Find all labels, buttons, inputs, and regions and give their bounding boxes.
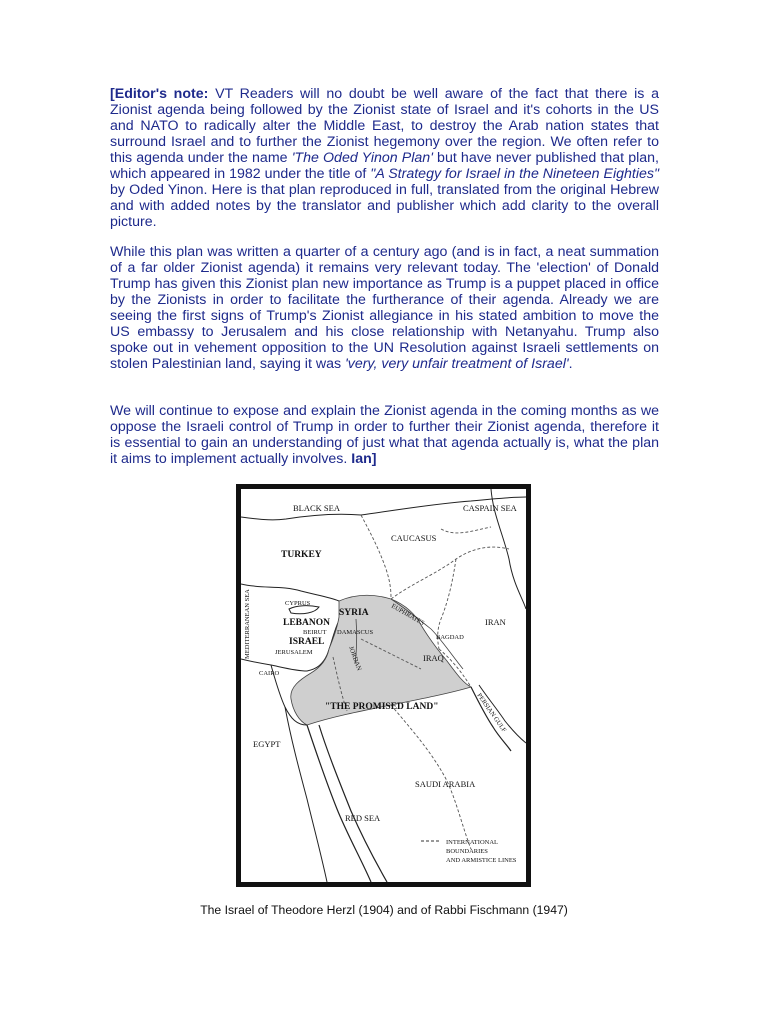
label-baghdad: BAGDAD [436, 634, 464, 641]
p2-text-a: While this plan was written a quarter of a century ago (and is in fact, a neat summation of a far older Zionist agenda) it remains very relevant today. The 'election' of Donald Trump has given this Zionist plan new importance as Trump is a puppet placed in office by the Zionists in order to facilitate the furtherance of their agenda. Already we are seeing the first signs of Trump's Zionist allegiance in his stated ambition to move the US embassy to Jerusalem and his close relationship with Netanyahu. Trump also spoke out in vehement opposition to the UN Resolution against Israeli settlements on stolen Palestinian land, saying it was [110, 244, 659, 372]
label-caucasus: CAUCASUS [391, 533, 437, 543]
label-turkey: TURKEY [281, 550, 322, 560]
label-beirut: BEIRUT [303, 629, 327, 636]
label-egypt: EGYPT [253, 739, 281, 749]
note-paragraph-1 [110, 86, 659, 230]
label-israel: ISRAEL [289, 637, 325, 647]
p1-text-a: VT Readers will no doubt be well aware of the fact that there is a Zionist agenda being followed by the Zionist state of Israel and it's cohorts in the US and NATO to radically alter the Middle East, to destroy the Arab nation states that surround Israel and to further the Zionist hegemony over the region. We often refer to this agenda under the name [110, 86, 659, 166]
legend-line-3: AND ARMISTICE LINES [446, 857, 517, 864]
p1-plan-name: 'The Oded Yinon Plan' [291, 150, 433, 166]
label-cyprus: CYPRUS [285, 600, 311, 607]
map-figure [236, 484, 531, 887]
label-black-sea: BLACK SEA [293, 503, 340, 513]
note-paragraph-3 [110, 403, 659, 467]
label-red-sea: RED SEA [345, 813, 381, 823]
note-signature: Ian] [351, 451, 377, 467]
label-caspian-sea: CASPAIN SEA [463, 503, 517, 513]
label-cairo: CAIRO [259, 670, 280, 677]
label-promised-land: "THE PROMISED LAND" [325, 702, 439, 712]
label-lebanon: LEBANON [283, 618, 330, 628]
label-euphrates: EUPHRATES [390, 602, 426, 628]
label-jerusalem: JERUSALEM [275, 649, 313, 656]
label-persian-gulf: PERSIAN GULF [475, 692, 508, 734]
p1-plan-title: "A Strategy for Israel in the Nineteen Eighties" [370, 166, 660, 182]
label-damascus: DAMASCUS [337, 629, 374, 636]
p2-quote: 'very, very unfair treatment of Israel' [345, 356, 569, 372]
label-iraq: IRAQ [423, 653, 444, 663]
map-illustration [241, 489, 526, 882]
legend-line-1: INTERNATIONAL [446, 839, 498, 846]
label-iran: IRAN [485, 617, 506, 627]
note-paragraph-2 [110, 244, 659, 372]
label-mediterranean-sea: MEDITERRANEAN SEA [244, 589, 251, 659]
p1-text-b: but have never published that plan, which appeared in 1982 under the title of [110, 150, 659, 182]
label-syria: SYRIA [339, 608, 369, 618]
legend-line-2: BOUNDARIES [446, 848, 488, 855]
note-lead: [Editor's note: [110, 86, 209, 102]
p3-text-a: We will continue to expose and explain the Zionist agenda in the coming months as we oppose the Israeli control of Trump in order to further their Zionist agenda, therefore it is essential to gain an understanding of just what that agenda actually is, what the plan it aims to implement actually involves. [110, 403, 659, 467]
map-caption: The Israel of Theodore Herzl (1904) and of Rabbi Fischmann (1947) [200, 903, 568, 917]
label-jordan: JORDAN [347, 645, 363, 672]
p2-text-b: . [568, 356, 573, 372]
label-saudi-arabia: SAUDI ARABIA [415, 779, 476, 789]
p1-text-c: by Oded Yinon. Here is that plan reproduced in full, translated from the original Hebrew and with added notes by the translator and publisher which add clarity to the overall picture. [110, 182, 659, 230]
